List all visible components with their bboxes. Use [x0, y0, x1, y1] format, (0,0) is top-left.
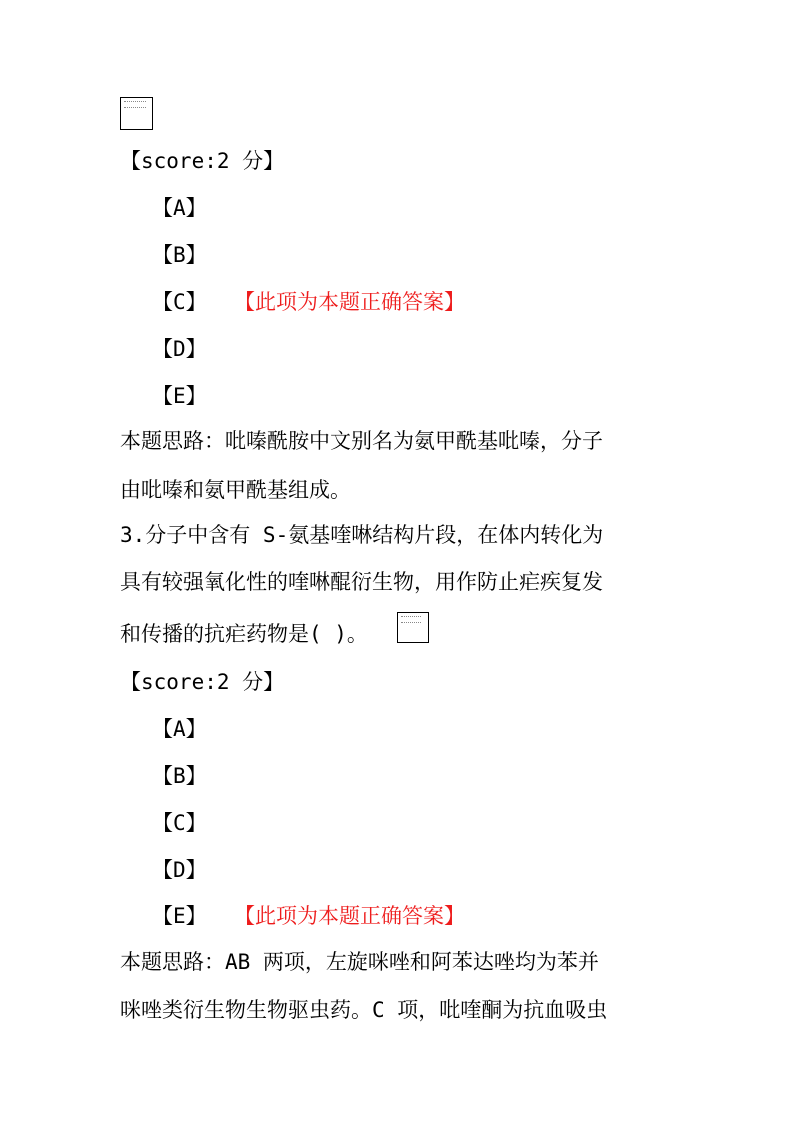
q2-correct-answer-marker: 【此项为本题正确答案】 — [234, 290, 465, 314]
q3-option-b: 【B】 — [152, 764, 207, 788]
q3-option-e: 【E】 — [152, 904, 207, 928]
q2-option-b: 【B】 — [152, 243, 207, 267]
question-image-thumbnail — [397, 612, 429, 643]
q2-option-d: 【D】 — [152, 337, 207, 361]
q3-stem-line1: 3.分子中含有 S-氨基喹啉结构片段，在体内转化为 — [120, 523, 604, 547]
q2-explanation-line1: 本题思路：吡嗪酰胺中文别名为氨甲酰基吡嗪，分子 — [120, 429, 603, 453]
image-placeholder-text — [124, 101, 146, 108]
q3-stem-line3: 和传播的抗疟药物是( )。 — [120, 622, 368, 646]
q2-option-c: 【C】 — [152, 290, 207, 314]
q2-explanation-line2: 由吡嗪和氨甲酰基组成。 — [120, 478, 351, 502]
q3-stem-line2: 具有较强氧化性的喹啉醌衍生物，用作防止疟疾复发 — [120, 570, 603, 594]
q3-explanation-line2: 咪唑类衍生物生物驱虫药。C 项，吡喹酮为抗血吸虫 — [120, 998, 608, 1022]
q2-score: 【score:2 分】 — [120, 149, 285, 173]
structure-image-thumbnail — [120, 97, 153, 130]
q2-option-a: 【A】 — [152, 196, 207, 220]
image-placeholder-text — [401, 616, 421, 623]
q3-option-a: 【A】 — [152, 717, 207, 741]
q3-correct-answer-marker: 【此项为本题正确答案】 — [234, 904, 465, 928]
q3-explanation-line1: 本题思路：AB 两项，左旋咪唑和阿苯达唑均为苯并 — [120, 950, 599, 974]
q3-option-d: 【D】 — [152, 858, 207, 882]
q3-option-c: 【C】 — [152, 811, 207, 835]
q2-option-e: 【E】 — [152, 384, 207, 408]
q3-score: 【score:2 分】 — [120, 670, 285, 694]
